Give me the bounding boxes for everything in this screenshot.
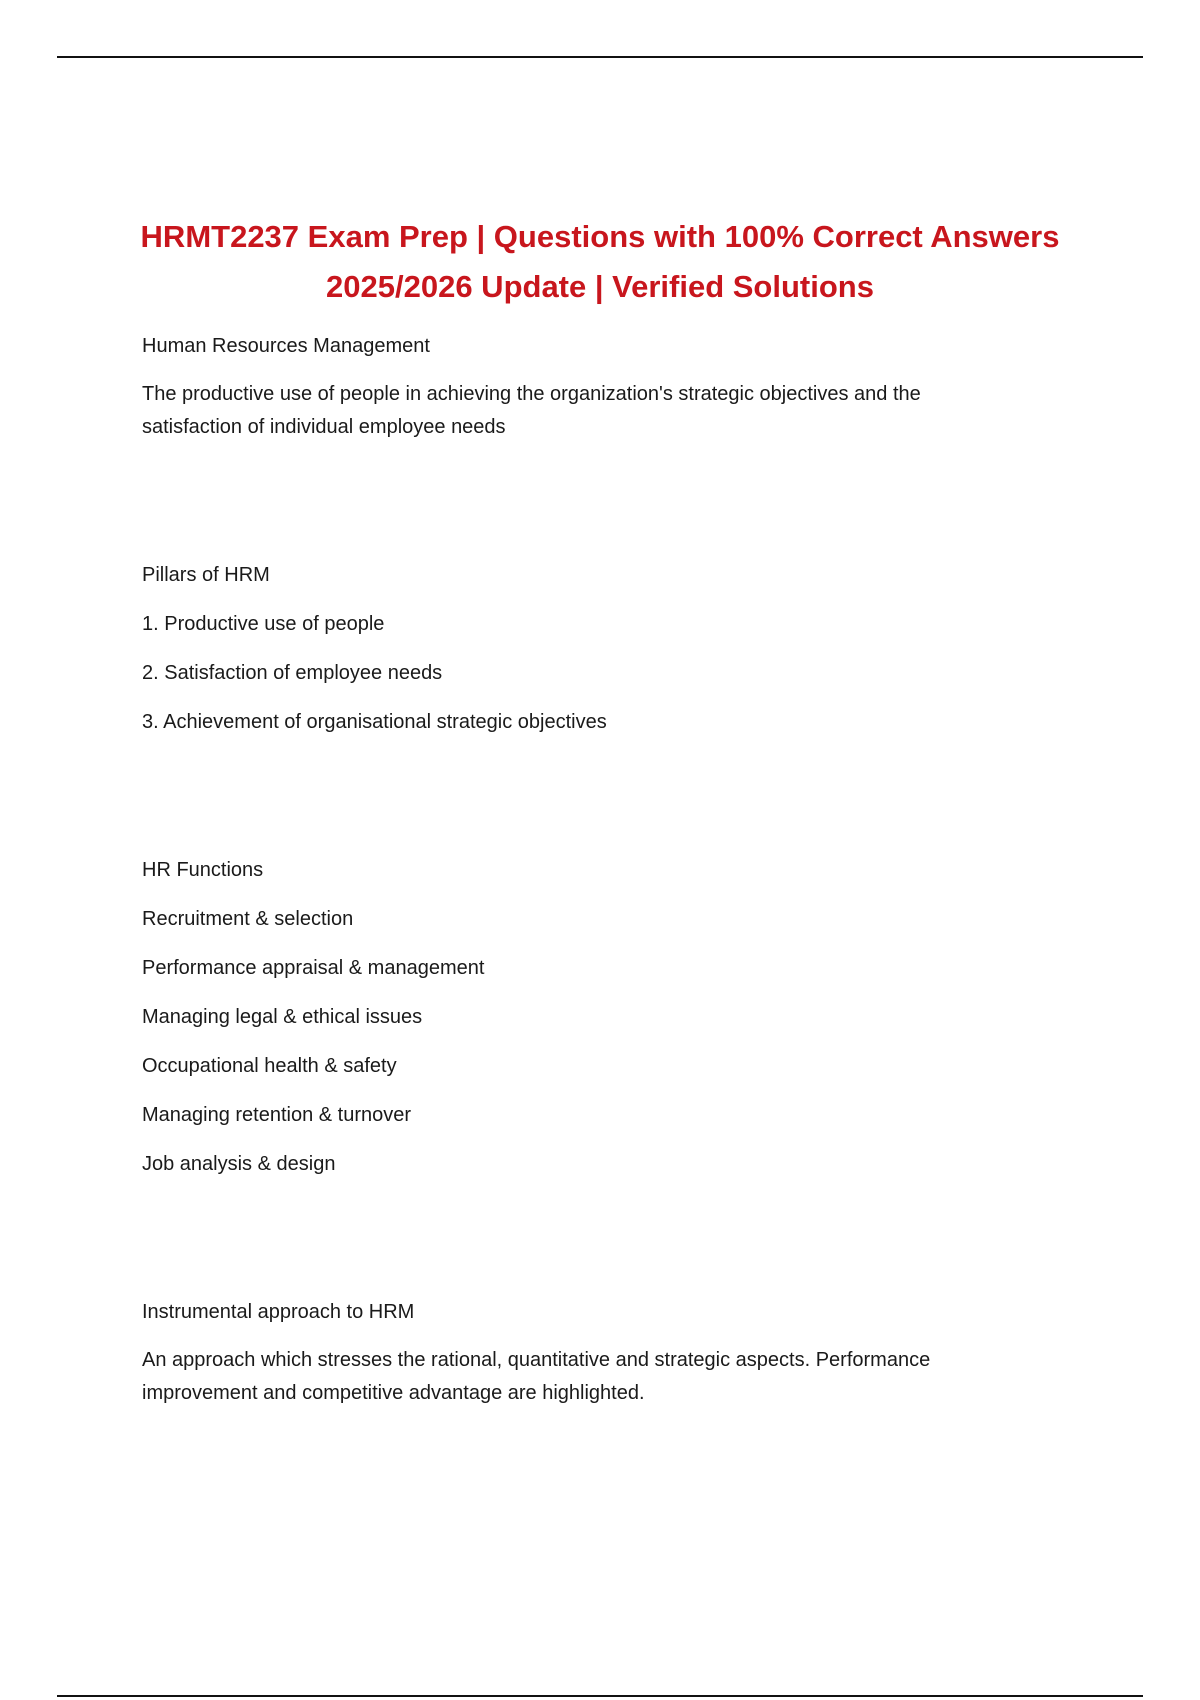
list-item: Performance appraisal & management xyxy=(142,957,485,979)
list-item: Occupational health & safety xyxy=(142,1055,397,1077)
list-item: Recruitment & selection xyxy=(142,908,354,930)
definition-line: The productive use of people in achieving the organization's strategic objectives and the xyxy=(142,383,921,405)
list-item: 3. Achievement of organisational strategic objectives xyxy=(142,711,607,733)
definition-human-resources-management xyxy=(142,378,1042,444)
definition-line: satisfaction of individual employee needs xyxy=(142,416,506,438)
list-item: 2. Satisfaction of employee needs xyxy=(142,662,443,684)
definition-instrumental-approach xyxy=(142,1344,1042,1410)
document-title xyxy=(60,212,1140,312)
term-instrumental-approach: Instrumental approach to HRM xyxy=(142,1301,415,1323)
list-item: 1. Productive use of people xyxy=(142,613,385,635)
bottom-rule xyxy=(57,1695,1143,1697)
definition-line: improvement and competitive advantage are highlighted. xyxy=(142,1382,645,1404)
document-title-line-1: HRMT2237 Exam Prep | Questions with 100% Correct Answers xyxy=(140,219,1060,254)
list-item: Job analysis & design xyxy=(142,1153,336,1175)
term-hr-functions: HR Functions xyxy=(142,859,264,881)
term-human-resources-management: Human Resources Management xyxy=(142,335,430,357)
document-title-line-2: 2025/2026 Update | Verified Solutions xyxy=(326,269,874,304)
definition-line: An approach which stresses the rational, quantitative and strategic aspects. Performance xyxy=(142,1349,931,1371)
list-item: Managing retention & turnover xyxy=(142,1104,412,1126)
list-item: Managing legal & ethical issues xyxy=(142,1006,423,1028)
term-pillars-of-hrm: Pillars of HRM xyxy=(142,564,270,586)
top-rule xyxy=(57,56,1143,58)
